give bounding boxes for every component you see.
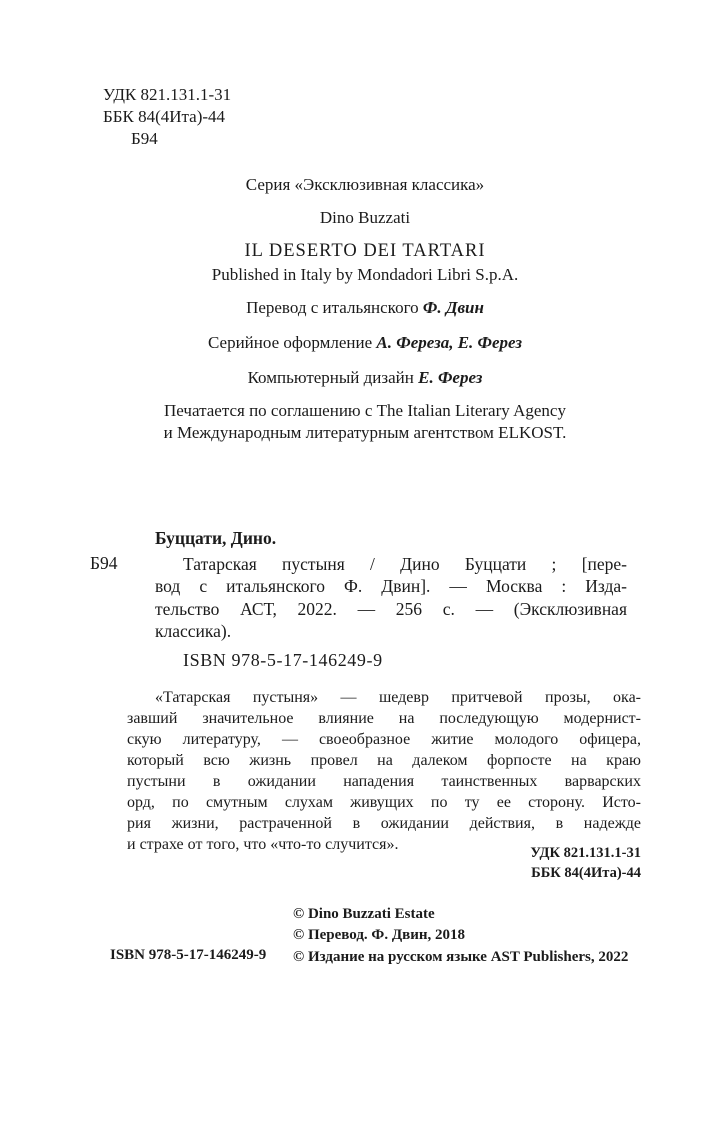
- annotation-paragraph: [127, 687, 641, 855]
- series-designer-names: А. Фереза, Е. Ферез: [376, 333, 523, 352]
- isbn-main: ISBN 978-5-17-146249-9: [183, 650, 383, 670]
- annotation-line: «Татарская пустыня» — шедевр притчевой прозы, ока-: [155, 689, 641, 706]
- author-sign-code-top: Б94: [131, 129, 158, 148]
- isbn-bottom: ISBN 978-5-17-146249-9: [110, 947, 267, 963]
- bottom-classification-codes: [340, 843, 641, 883]
- catalog-description: [155, 553, 627, 643]
- series-design-credit: [85, 332, 645, 354]
- annotation-line: скую литературу, — своеобразное житие молодого офицера,: [127, 731, 641, 748]
- series-title: Серия «Эксклюзивная классика»: [245, 175, 485, 194]
- original-author: Dino Buzzati: [319, 208, 411, 227]
- agreement-line: Печатается по соглашению с The Italian Literary Agency: [164, 401, 566, 420]
- published-line: Published in Italy by Mondadori Libri S.p.A.: [211, 265, 519, 284]
- catalog-description-line: вод с итальянского Ф. Двин]. — Москва : Изда-: [155, 576, 627, 597]
- annotation-line: и страхе от того, что «что-то случится».: [127, 836, 399, 853]
- catalog-author-heading: Буццати, Дино.: [155, 528, 277, 548]
- original-title: IL DESERTO DEI TARTARI: [244, 241, 486, 261]
- catalog-description-line: Татарская пустыня / Дино Буццати ; [пере-: [183, 554, 627, 574]
- copyright-line: © Издание на русском языке AST Publishers, 2022: [293, 948, 629, 965]
- annotation-line: орд, по смутным слухам живущих по ту ее сторону. Исто-: [127, 794, 641, 811]
- annotation-line: который всю жизнь провел на далеком форпосте на краю: [127, 752, 641, 769]
- udk-code-top: УДК 821.131.1-31: [103, 85, 232, 104]
- top-classification-codes: [103, 84, 231, 150]
- agreement-note: [85, 400, 645, 444]
- copyright-block: [293, 904, 628, 968]
- imprint-block: [85, 174, 645, 444]
- copyright-line: © Перевод. Ф. Двин, 2018: [293, 927, 466, 944]
- annotation-line: завший значительное влияние на последующую модернист-: [127, 710, 641, 727]
- copyright-line: © Dino Buzzati Estate: [293, 906, 435, 922]
- bbk-code-top: ББК 84(4Ита)-44: [103, 107, 226, 126]
- author-sign-code-catalog: Б94: [90, 553, 118, 573]
- bbk-code-bottom: ББК 84(4Ита)-44: [531, 865, 641, 881]
- computer-designer-name: Е. Ферез: [418, 368, 483, 387]
- annotation-line: пустыни в ожидании нападения таинственных варварских: [127, 773, 641, 790]
- series-design-label: Серийное оформление: [207, 333, 373, 352]
- computer-design-credit: [85, 367, 645, 389]
- catalog-description-line: классика).: [155, 621, 232, 642]
- catalog-description-line: тельство АСТ, 2022. — 256 с. — (Эксклюзивная: [155, 598, 627, 619]
- agreement-line: и Международным литературным агентством ELKOST.: [163, 423, 567, 442]
- computer-design-label: Компьютерный дизайн: [247, 368, 414, 387]
- translator-name: Ф. Двин: [422, 298, 484, 317]
- translation-label: Перевод с итальянского: [246, 298, 419, 317]
- udk-code-bottom: УДК 821.131.1-31: [530, 845, 641, 861]
- translation-credit: [85, 297, 645, 319]
- annotation-line: рия жизни, растраченной в ожидании действия, в надежде: [127, 815, 641, 832]
